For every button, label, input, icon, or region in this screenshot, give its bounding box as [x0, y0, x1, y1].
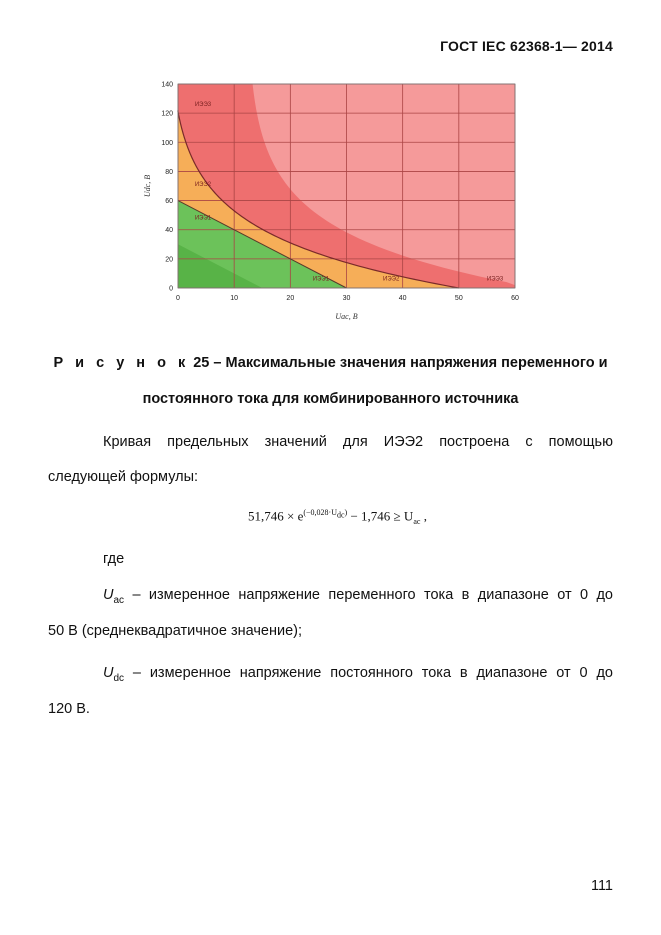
zone-label: ИЭЭ1	[312, 276, 330, 283]
x-axis-label: Uаc, В	[335, 312, 358, 321]
y-tick-label: 120	[161, 110, 173, 118]
uac-symbol: U	[103, 587, 114, 603]
formula-tail: ,	[420, 508, 427, 524]
caption-text: 25 – Максимальные значения напряжения переменного и	[189, 355, 608, 371]
udc-text: – измеренное напряжение постоянного тока в диапазоне от 0 до	[124, 665, 613, 681]
zone-label: ИЭЭ1	[194, 215, 212, 222]
y-tick-label: 100	[161, 139, 173, 147]
formula-lhs: 51,746 × e	[248, 508, 304, 524]
zone-label: ИЭЭ3	[486, 276, 504, 283]
x-tick-label: 0	[176, 295, 180, 302]
y-tick-label: 40	[165, 227, 173, 235]
x-tick-label: 60	[511, 295, 519, 302]
formula-mid: − 1,746 ≥ U	[347, 508, 414, 524]
x-tick-label: 40	[398, 295, 407, 302]
uac-subscript: ac	[113, 594, 125, 606]
page-number: 111	[590, 878, 613, 894]
formula-exp: (−0,028·U	[303, 508, 337, 517]
caption-prefix: Р и с у н о к	[53, 355, 190, 371]
y-axis-label: Udc, В	[143, 174, 152, 198]
y-tick-label: 140	[161, 81, 173, 89]
definition-uac-line1	[48, 585, 613, 611]
figure-caption-line2: постоянного тока для комбинированного источника	[142, 391, 519, 407]
definition-udc-line2: 120 В.	[48, 701, 90, 717]
definition-uac-line2: 50 В (среднеквадратичное значение);	[48, 623, 303, 639]
paragraph-where: где	[103, 551, 125, 567]
definition-udc-line1	[48, 663, 613, 689]
x-tick-label: 50	[454, 295, 463, 302]
uac-text: – измеренное напряжение переменного тока в диапазоне от 0 до	[124, 587, 613, 603]
document-header: ГОСТ IEC 62368-1— 2014	[440, 38, 613, 54]
x-tick-label: 30	[342, 295, 351, 302]
udc-subscript: dc	[113, 672, 125, 684]
y-tick-label: 20	[165, 256, 173, 264]
chart-svg	[138, 76, 528, 321]
zone-label: ИЭЭ2	[194, 182, 212, 188]
formula	[248, 508, 427, 526]
paragraph-curve-line2: следующей формулы:	[48, 469, 199, 485]
udc-symbol: U	[103, 665, 114, 681]
formula-exp-sub: dc	[336, 510, 345, 520]
y-tick-label: 0	[169, 285, 173, 293]
x-tick-label: 10	[230, 295, 239, 302]
figure-caption	[48, 355, 613, 371]
zone-label: ИЭЭ2	[383, 276, 400, 283]
x-tick-label: 20	[286, 295, 295, 302]
formula-exp-close: )	[344, 508, 348, 517]
y-tick-label: 80	[165, 168, 173, 176]
formula-rhs-sub: ac	[413, 516, 421, 526]
voltage-limits-chart	[138, 76, 528, 321]
paragraph-curve-line1: Кривая предельных значений для ИЭЭ2 построена с помощью	[103, 434, 613, 450]
zone-label: ИЭЭ3	[194, 101, 212, 108]
formula-exponent	[303, 508, 348, 520]
y-tick-label: 60	[165, 198, 173, 206]
